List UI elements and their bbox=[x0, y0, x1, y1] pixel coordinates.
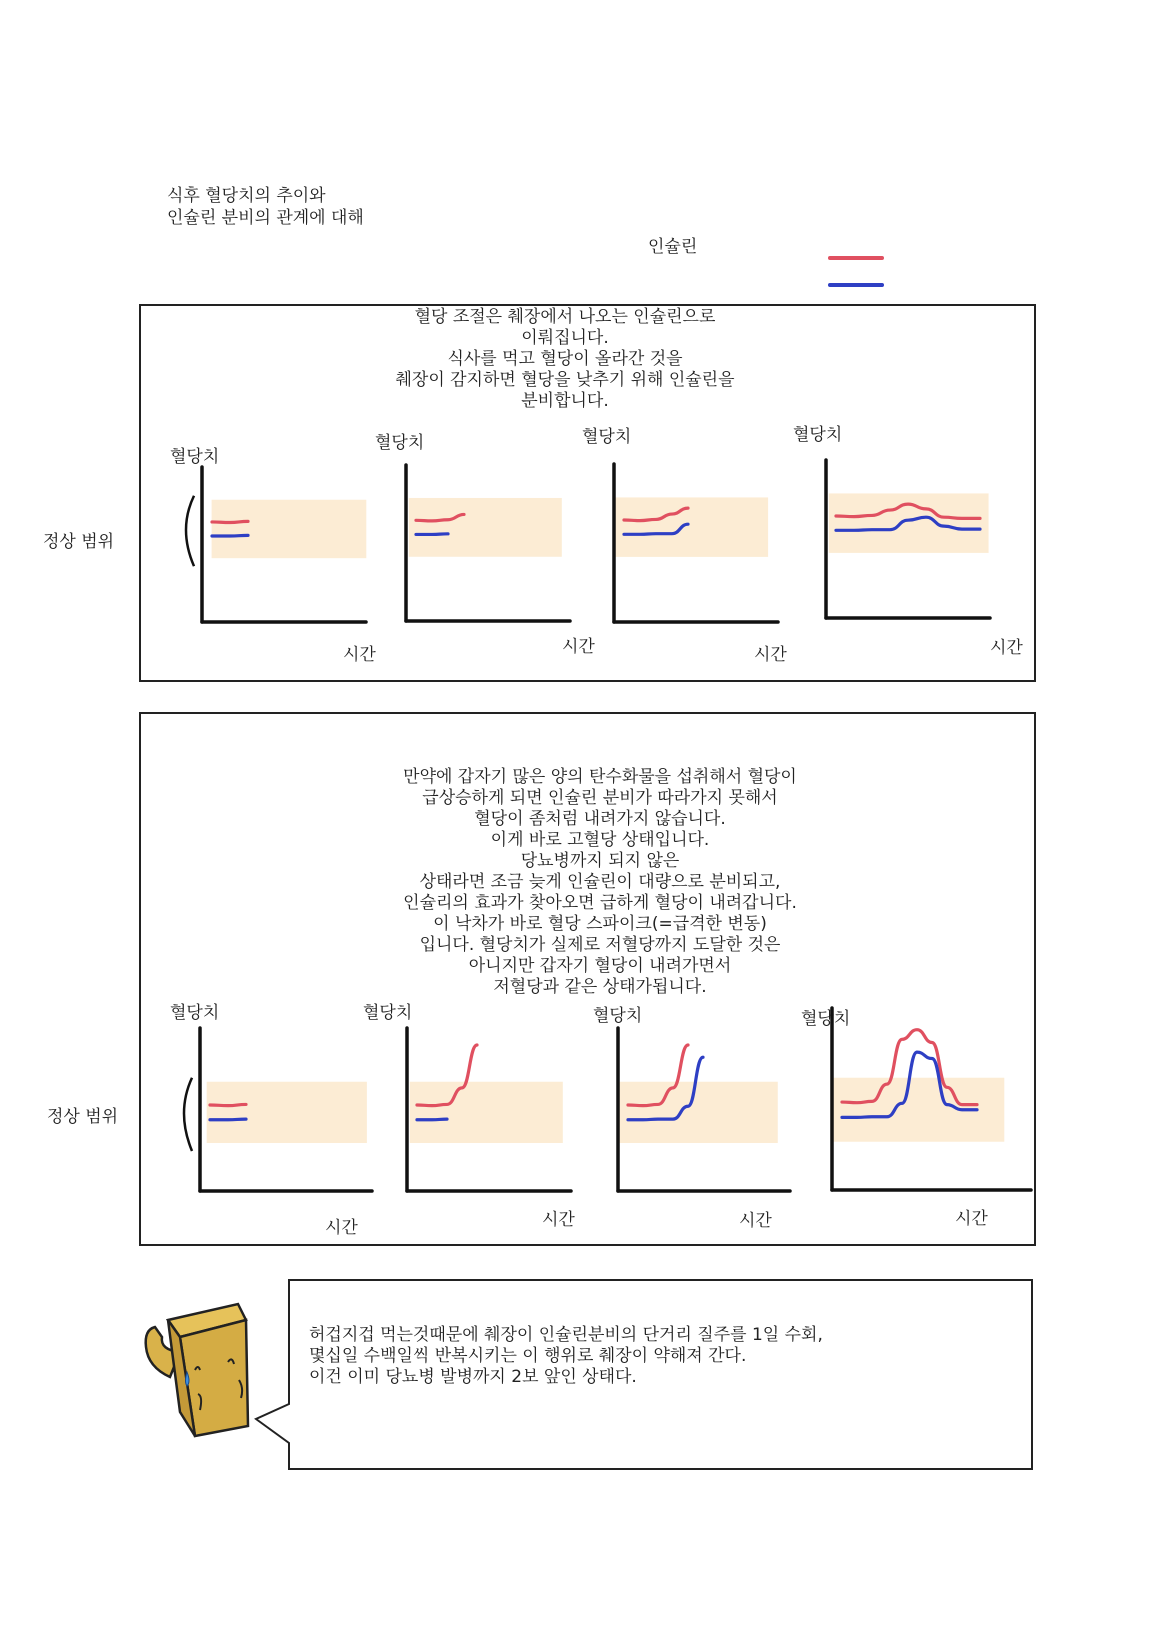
insulin-line bbox=[417, 1119, 447, 1120]
normal-range-band bbox=[410, 1082, 563, 1143]
blood-sugar-line bbox=[212, 521, 248, 522]
y-axis-label: 혈당치 bbox=[363, 1003, 413, 1023]
y-axis-label: 혈당치 bbox=[375, 433, 425, 453]
title-line-2: 인슐린 분비의 관계에 대해 bbox=[167, 208, 364, 228]
x-axis-label: 시간 bbox=[542, 1210, 575, 1230]
page-title bbox=[167, 185, 364, 229]
blood-sugar-line bbox=[210, 1104, 246, 1105]
insulin-line bbox=[416, 534, 448, 535]
normal-range-band bbox=[829, 493, 989, 553]
speech-text: 허겁지겁 먹는것때문에 췌장이 인슐린분비의 단거리 질주를 1일 수회, 몇십일 수백일씩 반복시키는 이 행위로 췌장이 약해져 간다. 이건 이미 당뇨병 발병까지 2보 앞인 상태다. bbox=[309, 1325, 823, 1387]
y-axis-label: 혈당치 bbox=[582, 427, 632, 447]
normal-range-band bbox=[409, 498, 562, 557]
insulin-line bbox=[210, 1119, 246, 1120]
x-axis-label: 시간 bbox=[955, 1209, 988, 1229]
x-axis-label: 시간 bbox=[990, 638, 1023, 658]
y-axis-label: 혈당치 bbox=[170, 1003, 220, 1023]
pancreas-character bbox=[140, 1292, 260, 1442]
legend-blue-line bbox=[828, 283, 884, 287]
normal-range-band bbox=[613, 497, 768, 557]
panel-spike-text: 만약에 갑자기 많은 양의 탄수화물을 섭취해서 혈당이 급상승하게 되면 인슐린 분비가 따라가지 못해서 혈당이 좀처럼 내려가지 않습니다. 이게 바로 고혈당 상태입니다. 당뇨병까지 되지 않은 상태라면 조금 늦게 인슐린이 대량으로 분비되고, 인슐리의 효과가 찾아오면 급하게 혈당이 내려갑니다. 이 낙차가 바로 혈당 스파이크(=급격한 변동) 입니다. 혈당치가 실제로 저혈당까지 도달한 것은 아니지만 갑자기 혈당이 내려가면서 저혈당과 같은 상태가됩니다. bbox=[403, 767, 797, 997]
x-axis-label: 시간 bbox=[325, 1218, 358, 1238]
y-axis-label: 혈당치 bbox=[170, 447, 220, 467]
y-axis-label: 혈당치 bbox=[593, 1006, 643, 1026]
chart-6 bbox=[403, 1024, 573, 1199]
normal-range-band bbox=[207, 1082, 367, 1143]
chart-1 bbox=[198, 463, 368, 630]
chart-3 bbox=[610, 460, 780, 630]
chart-7 bbox=[614, 1024, 792, 1199]
legend-label: 인슐린 bbox=[648, 237, 698, 257]
x-axis-label: 시간 bbox=[343, 645, 376, 665]
y-axis-label: 혈당치 bbox=[801, 1009, 851, 1029]
normal-range-band bbox=[618, 1082, 778, 1143]
chart-5 bbox=[196, 1024, 374, 1199]
range-label: 정상 범위 bbox=[43, 532, 115, 552]
x-axis-label: 시간 bbox=[739, 1211, 772, 1231]
title-line-1: 식후 혈당치의 추이와 bbox=[167, 186, 326, 206]
range-label: 정상 범위 bbox=[47, 1107, 119, 1127]
x-axis-label: 시간 bbox=[562, 637, 595, 657]
x-axis-label: 시간 bbox=[754, 645, 787, 665]
legend-red-line bbox=[828, 256, 884, 260]
chart-2 bbox=[402, 461, 572, 629]
chart-4 bbox=[822, 456, 992, 626]
panel-normal-text: 혈당 조절은 췌장에서 나오는 인슐린으로 이뤄집니다. 식사를 먹고 혈당이 올라간 것을 췌장이 감지하면 혈당을 낮추기 위해 인슐린을 분비합니다. bbox=[395, 307, 735, 411]
chart-8 bbox=[828, 1004, 1033, 1198]
insulin-line bbox=[212, 535, 248, 536]
normal-range-band bbox=[212, 500, 367, 558]
y-axis-label: 혈당치 bbox=[793, 425, 843, 445]
